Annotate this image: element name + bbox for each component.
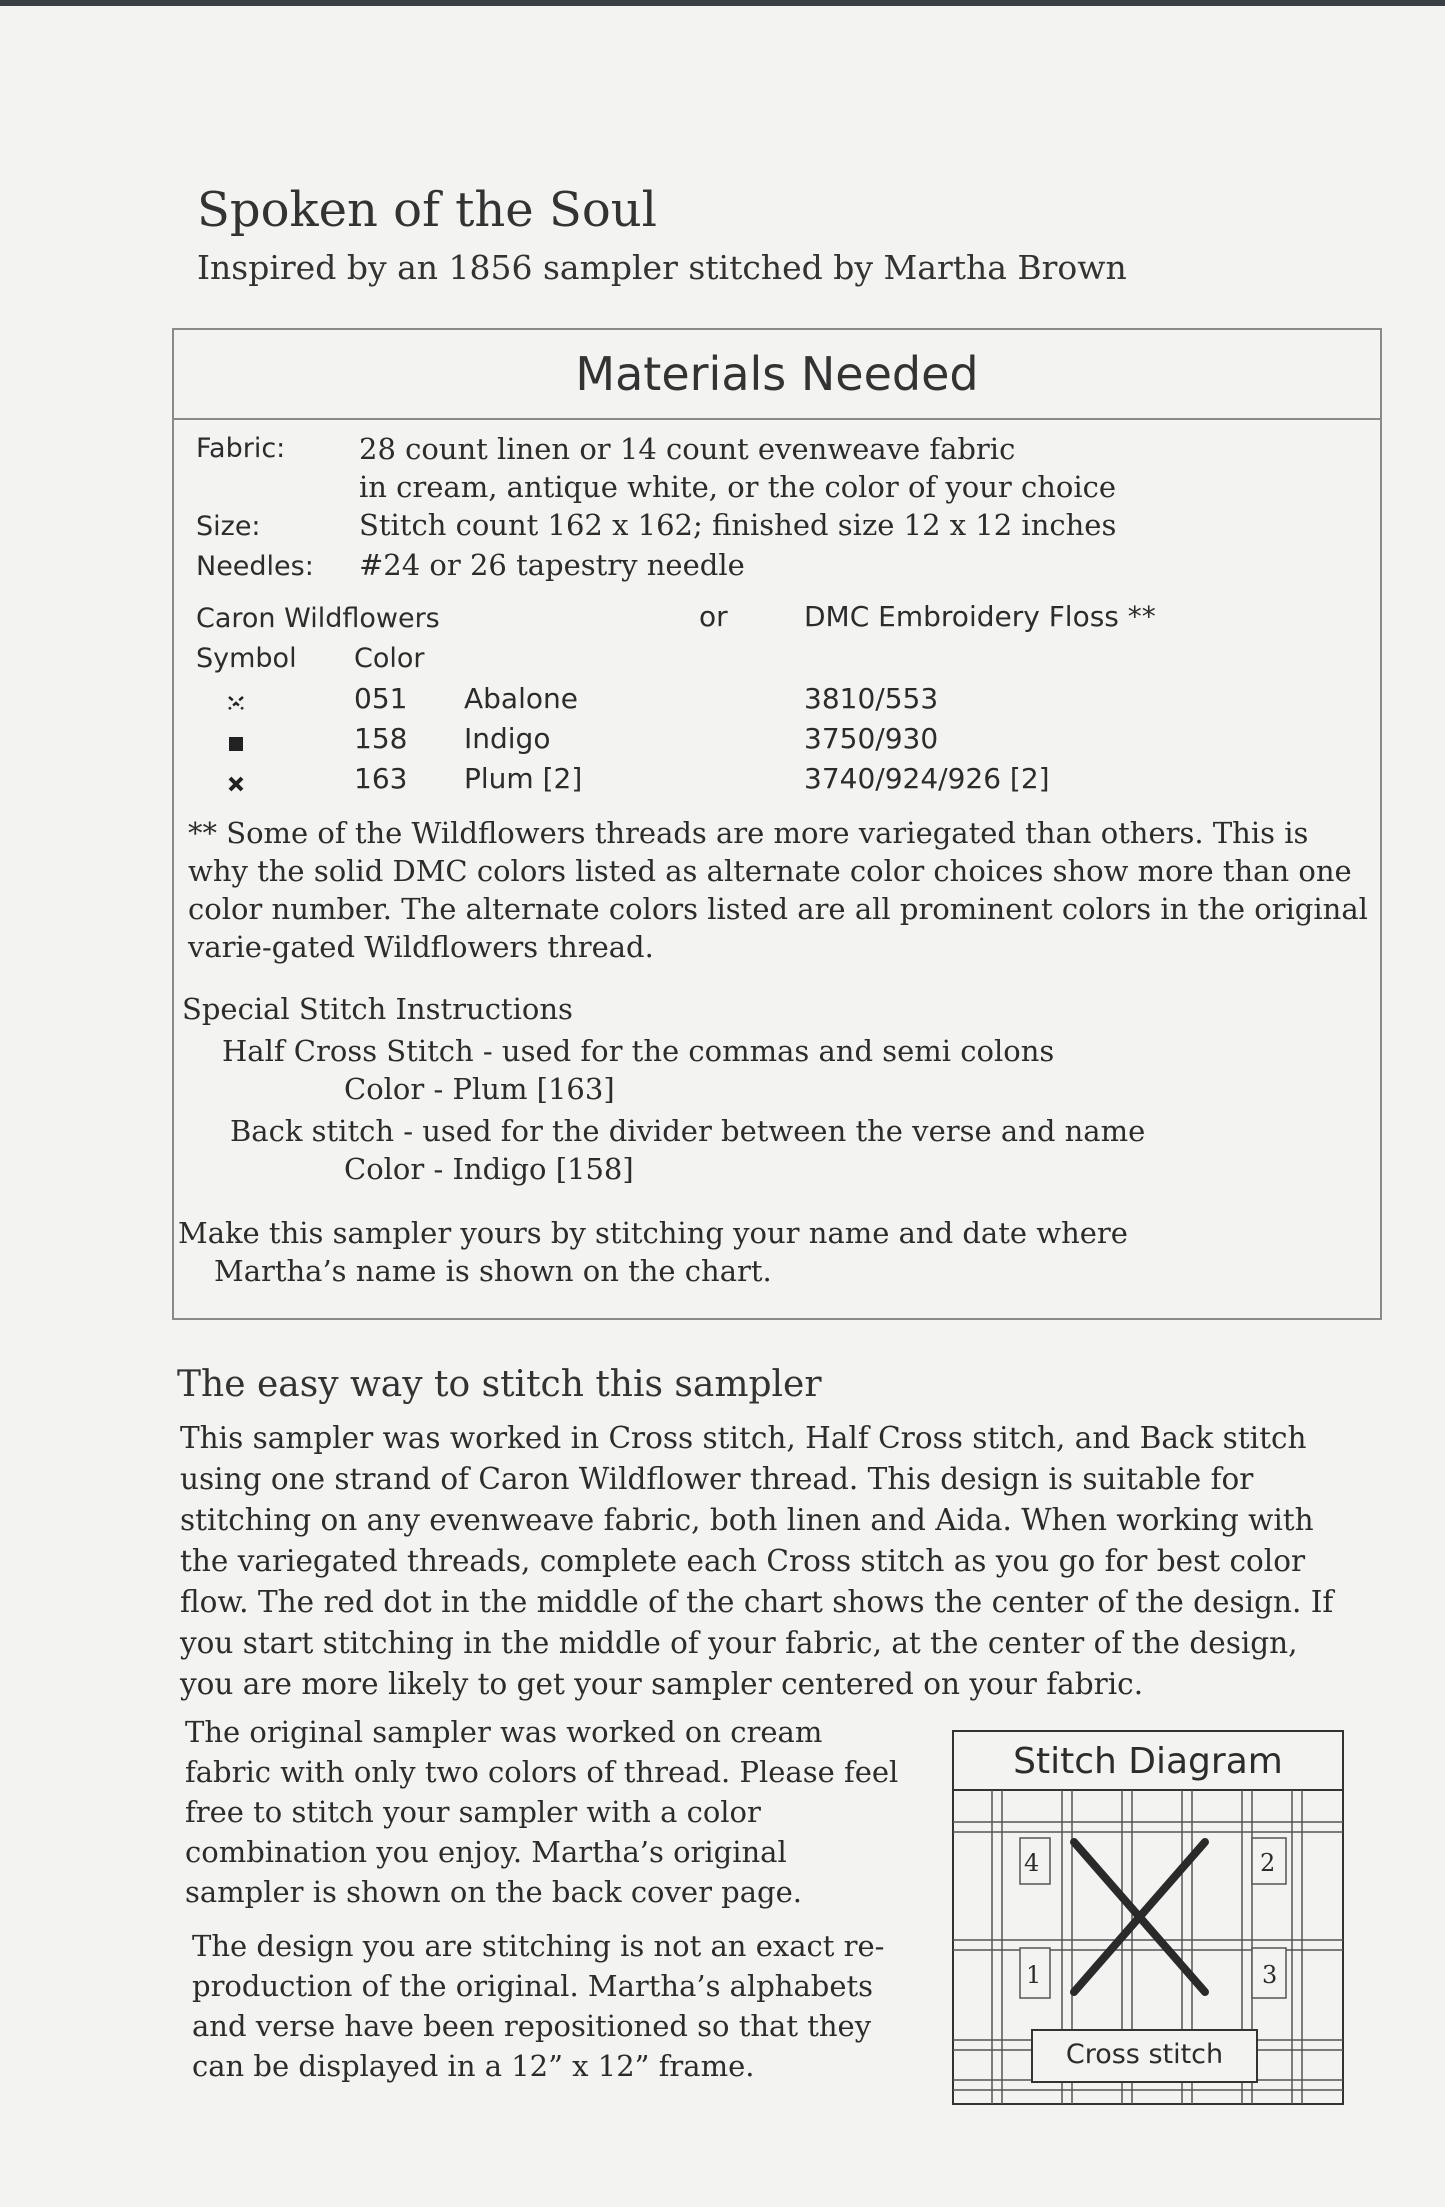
personalize-line1: Make this sampler yours by stitching your name and date where bbox=[178, 1216, 1128, 1250]
corner-number-4: 4 bbox=[1024, 1849, 1040, 1877]
dmc-header: DMC Embroidery Floss ** bbox=[804, 600, 1156, 633]
thread-dmc: 3810/553 bbox=[804, 682, 939, 715]
fabric-label: Fabric: bbox=[196, 433, 286, 464]
size-value: Stitch count 162 x 162; finished size 12 x 12 inches bbox=[359, 508, 1117, 542]
easy-way-heading: The easy way to stitch this sampler bbox=[177, 1364, 822, 1405]
variegated-note: ** Some of the Wildflowers threads are more variegated than others. This is why the solid DMC colors listed as alternate color choices show more than one color number. The alternate colors listed are all prominent colors in the original varie-gated Wildflowers thread. bbox=[188, 816, 1368, 964]
original-sampler-paragraph: The original sampler was worked on cream fabric with only two colors of thread. Please feel free to stitch your sampler with a color combination you enjoy. Martha’s original sampler is shown on the back cover page. bbox=[185, 1715, 899, 1909]
half-cross-instruction: Half Cross Stitch - used for the commas and semi colons bbox=[222, 1034, 1055, 1068]
or-text: or bbox=[699, 600, 728, 633]
materials-heading: Materials Needed bbox=[174, 330, 1380, 420]
thread-name: Plum [2] bbox=[464, 762, 583, 795]
design-reproduction-paragraph: The design you are stitching is not an exact re-production of the original. Martha’s alphabets and verse have been repositioned so that they can be displayed in a 12” x 12” frame. bbox=[192, 1929, 885, 2083]
thread-dmc: 3740/924/926 [2] bbox=[804, 762, 1050, 795]
page-subtitle: Inspired by an 1856 sampler stitched by Martha Brown bbox=[197, 248, 1127, 287]
thread-number: 163 bbox=[354, 762, 408, 795]
stitch-diagram-caption: Cross stitch bbox=[1065, 2039, 1224, 2070]
size-label: Size: bbox=[196, 511, 261, 542]
corner-number-1: 1 bbox=[1026, 1961, 1042, 1989]
back-stitch-instruction: Back stitch - used for the divider between the verse and name bbox=[230, 1114, 1146, 1148]
fabric-value-line2: in cream, antique white, or the color of your choice bbox=[359, 470, 1117, 504]
easy-way-body: This sampler was worked in Cross stitch, Half Cross stitch, and Back stitch using one strand of Caron Wildflower thread. This design is suitable for stitching on any evenweave fabric, both linen and Aida. When working with the variegated threads, complete each Cross stitch as you go for best color flow. The red dot in the middle of the chart shows the center of the design. If you start stitching in the middle of your fabric, at the center of the design, you are more likely to get your sampler centered on your fabric. bbox=[180, 1421, 1334, 1701]
corner-number-2: 2 bbox=[1260, 1849, 1276, 1877]
thread-number: 158 bbox=[354, 722, 408, 755]
thread-name: Abalone bbox=[464, 682, 578, 715]
personalize-line2: Martha’s name is shown on the chart. bbox=[214, 1254, 772, 1288]
fabric-value-line1: 28 count linen or 14 count evenweave fabric bbox=[359, 432, 1016, 466]
symbol-bold-x-icon bbox=[224, 767, 248, 791]
symbol-diag-x-icon bbox=[224, 686, 248, 710]
special-stitch-heading: Special Stitch Instructions bbox=[182, 992, 573, 1026]
thread-number: 051 bbox=[354, 682, 408, 715]
thread-name: Indigo bbox=[464, 722, 551, 755]
materials-box bbox=[172, 328, 1382, 1320]
needles-value: #24 or 26 tapestry needle bbox=[359, 548, 745, 582]
needles-label: Needles: bbox=[196, 551, 314, 582]
page-title: Spoken of the Soul bbox=[197, 182, 658, 238]
color-header: Color bbox=[354, 643, 425, 674]
stitch-diagram-title: Stitch Diagram bbox=[1013, 1741, 1283, 1782]
top-edge-bar bbox=[0, 0, 1445, 6]
thread-dmc: 3750/930 bbox=[804, 722, 939, 755]
half-cross-color: Color - Plum [163] bbox=[344, 1072, 615, 1106]
symbol-square-icon bbox=[224, 727, 248, 751]
back-stitch-color: Color - Indigo [158] bbox=[344, 1152, 634, 1186]
corner-number-3: 3 bbox=[1262, 1961, 1278, 1989]
caron-header: Caron Wildflowers bbox=[196, 603, 440, 634]
symbol-header: Symbol bbox=[196, 643, 297, 674]
stitch-diagram bbox=[952, 1730, 1344, 2105]
